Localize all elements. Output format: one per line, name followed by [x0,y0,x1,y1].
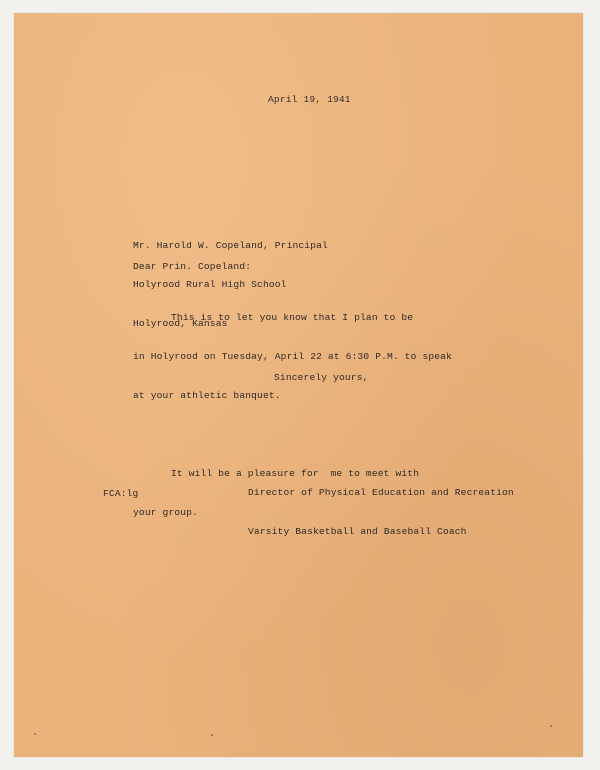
salutation: Dear Prin. Copeland: [133,261,252,272]
paragraph-2-line-1: It will be a pleasure for me to meet with [171,468,420,479]
paragraph-2-line-2: your group. [133,507,198,518]
paper-speck [550,725,552,727]
paragraph-1-line-3: at your athletic banquet. [133,390,281,401]
signature-title-1: Director of Physical Education and Recreation [248,487,514,498]
paper-speck [34,733,36,735]
recipient-name: Mr. Harold W. Copeland, Principal [133,240,328,251]
recipient-school: Holyrood Rural High School [133,279,287,290]
paragraph-1-line-1: This is to let you know that I plan to be [171,312,414,323]
letter-date: April 19, 1941 [268,94,351,105]
closing: Sincerely yours, [274,372,369,383]
recipient-city: Holyrood, Kansas [133,318,228,329]
paper-speck [211,734,213,736]
signature-title-2: Varsity Basketball and Baseball Coach [248,526,467,537]
typist-initials: FCA:lg [103,488,139,499]
paragraph-gap [133,428,452,441]
paragraph-1-line-2: in Holyrood on Tuesday, April 22 at 6:30 P.M. to speak [133,351,452,362]
letter-page [14,13,583,757]
signature-block [248,460,514,564]
